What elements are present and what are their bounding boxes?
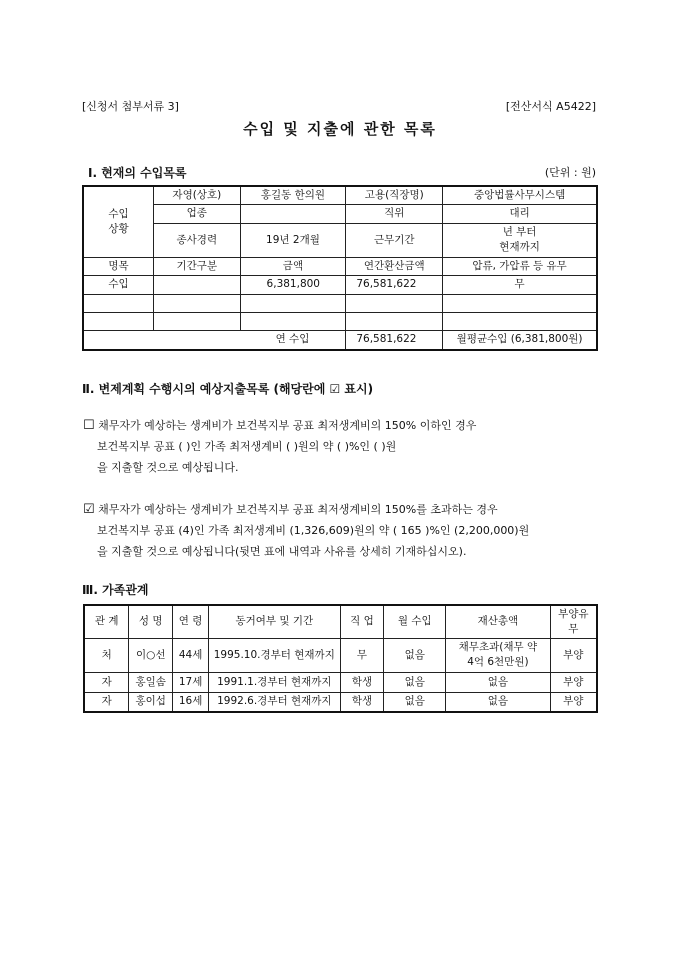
option1-block	[83, 415, 476, 478]
cell: 1991.1.경부터 현재까지	[209, 672, 341, 692]
cell: 부양	[550, 672, 597, 692]
cell: 없음	[446, 672, 551, 692]
cell: 학생	[340, 692, 384, 712]
option1-line3: 을 지출할 것으로 예상됩니다.	[97, 461, 239, 474]
checkbox-unchecked-icon[interactable]: ☐	[83, 418, 95, 433]
column-header: 직 업	[340, 605, 384, 638]
cell: 자영(상호)	[154, 186, 240, 204]
cell: 중앙법률사무시스템	[443, 186, 597, 204]
table-row	[84, 672, 597, 692]
annual-income-label: 연 수입	[83, 330, 346, 350]
cell: 76,581,622	[346, 275, 443, 294]
family-table	[83, 604, 598, 713]
column-header: 연 령	[173, 605, 209, 638]
cell: 학생	[340, 672, 384, 692]
cell: 이○선	[129, 638, 173, 672]
section1-heading: Ⅰ. 현재의 수입목록	[88, 166, 187, 180]
cell: 직위	[346, 204, 443, 223]
option1-line2: 보건복지부 공표 ( )인 가족 최저생계비 ( )원의 약 ( )%인 ( )원	[97, 440, 397, 453]
cell: 44세	[173, 638, 209, 672]
cell: 대리	[443, 204, 597, 223]
cell: 1995.10.경부터 현재까지	[209, 638, 341, 672]
table-row	[84, 638, 597, 672]
option2-block	[83, 499, 529, 562]
column-header: 관 계	[84, 605, 129, 638]
option2-line3: 을 지출할 것으로 예상됩니다(뒷면 표에 내역과 사유를 상세히 기재하십시오).	[97, 545, 467, 558]
cell: 16세	[173, 692, 209, 712]
form-code-label: [전산서식 A5422]	[505, 100, 596, 113]
column-header: 부양유 무	[550, 605, 597, 638]
cell: 없음	[384, 692, 446, 712]
cell: 부양	[550, 692, 597, 712]
cell: 6,381,800	[240, 275, 346, 294]
section3-heading: Ⅲ. 가족관계	[82, 583, 149, 597]
cell: 없음	[446, 692, 551, 712]
cell: 종사경력	[154, 223, 240, 257]
cell: 홍길동 한의원	[240, 186, 346, 204]
option2-line1: 채무자가 예상하는 생계비가 보건복지부 공표 최저생계비의 150%를 초과하는 경우	[98, 503, 498, 516]
cell: 홍이섭	[129, 692, 173, 712]
section2-heading: Ⅱ. 변제계획 수행시의 예상지출목록 (해당란에 ☑ 표시)	[82, 382, 374, 396]
column-header: 명목	[83, 257, 154, 275]
column-header: 금액	[240, 257, 346, 275]
cell: 1992.6.경부터 현재까지	[209, 692, 341, 712]
column-header: 월 수입	[384, 605, 446, 638]
cell: 자	[84, 672, 129, 692]
column-header: 재산총액	[446, 605, 551, 638]
monthly-average-income: 월평균수입 (6,381,800원)	[443, 330, 597, 350]
income-status-label: 수입 상황	[83, 186, 154, 257]
column-header: 연간환산금액	[346, 257, 443, 275]
cell: 17세	[173, 672, 209, 692]
column-header: 동거여부 및 기간	[209, 605, 341, 638]
cell	[240, 204, 346, 223]
form-attachment-label: [신청서 첨부서류 3]	[82, 100, 179, 113]
income-table	[82, 185, 598, 351]
cell: 없음	[384, 672, 446, 692]
cell: 처	[84, 638, 129, 672]
cell: 없음	[384, 638, 446, 672]
option1-line1: 채무자가 예상하는 생계비가 보건복지부 공표 최저생계비의 150% 이하인 경우	[98, 419, 477, 432]
column-header: 압류, 가압류 등 유무	[443, 257, 597, 275]
cell: 업종	[154, 204, 240, 223]
cell: 홍일솜	[129, 672, 173, 692]
cell: 19년 2개월	[240, 223, 346, 257]
cell: 자	[84, 692, 129, 712]
page-title: 수입 및 지출에 관한 목록	[243, 120, 437, 138]
cell: 년 부터 현재까지	[443, 223, 597, 257]
cell: 채무초과(채무 약 4억 6천만원)	[446, 638, 551, 672]
cell: 무	[443, 275, 597, 294]
cell: 근무기간	[346, 223, 443, 257]
cell: 수입	[83, 275, 154, 294]
option2-line2: 보건복지부 공표 (4)인 가족 최저생계비 (1,326,609)원의 약 ( 165 )%인 (2,200,000)원	[97, 524, 530, 537]
cell: 부양	[550, 638, 597, 672]
annual-income-value: 76,581,622	[346, 330, 443, 350]
column-header: 성 명	[129, 605, 173, 638]
cell: 무	[340, 638, 384, 672]
unit-label: (단위 : 원)	[544, 166, 596, 179]
table-row	[84, 692, 597, 712]
cell	[154, 275, 240, 294]
column-header: 기간구분	[154, 257, 240, 275]
cell: 고용(직장명)	[346, 186, 443, 204]
checkbox-checked-icon[interactable]: ☑	[83, 502, 95, 517]
